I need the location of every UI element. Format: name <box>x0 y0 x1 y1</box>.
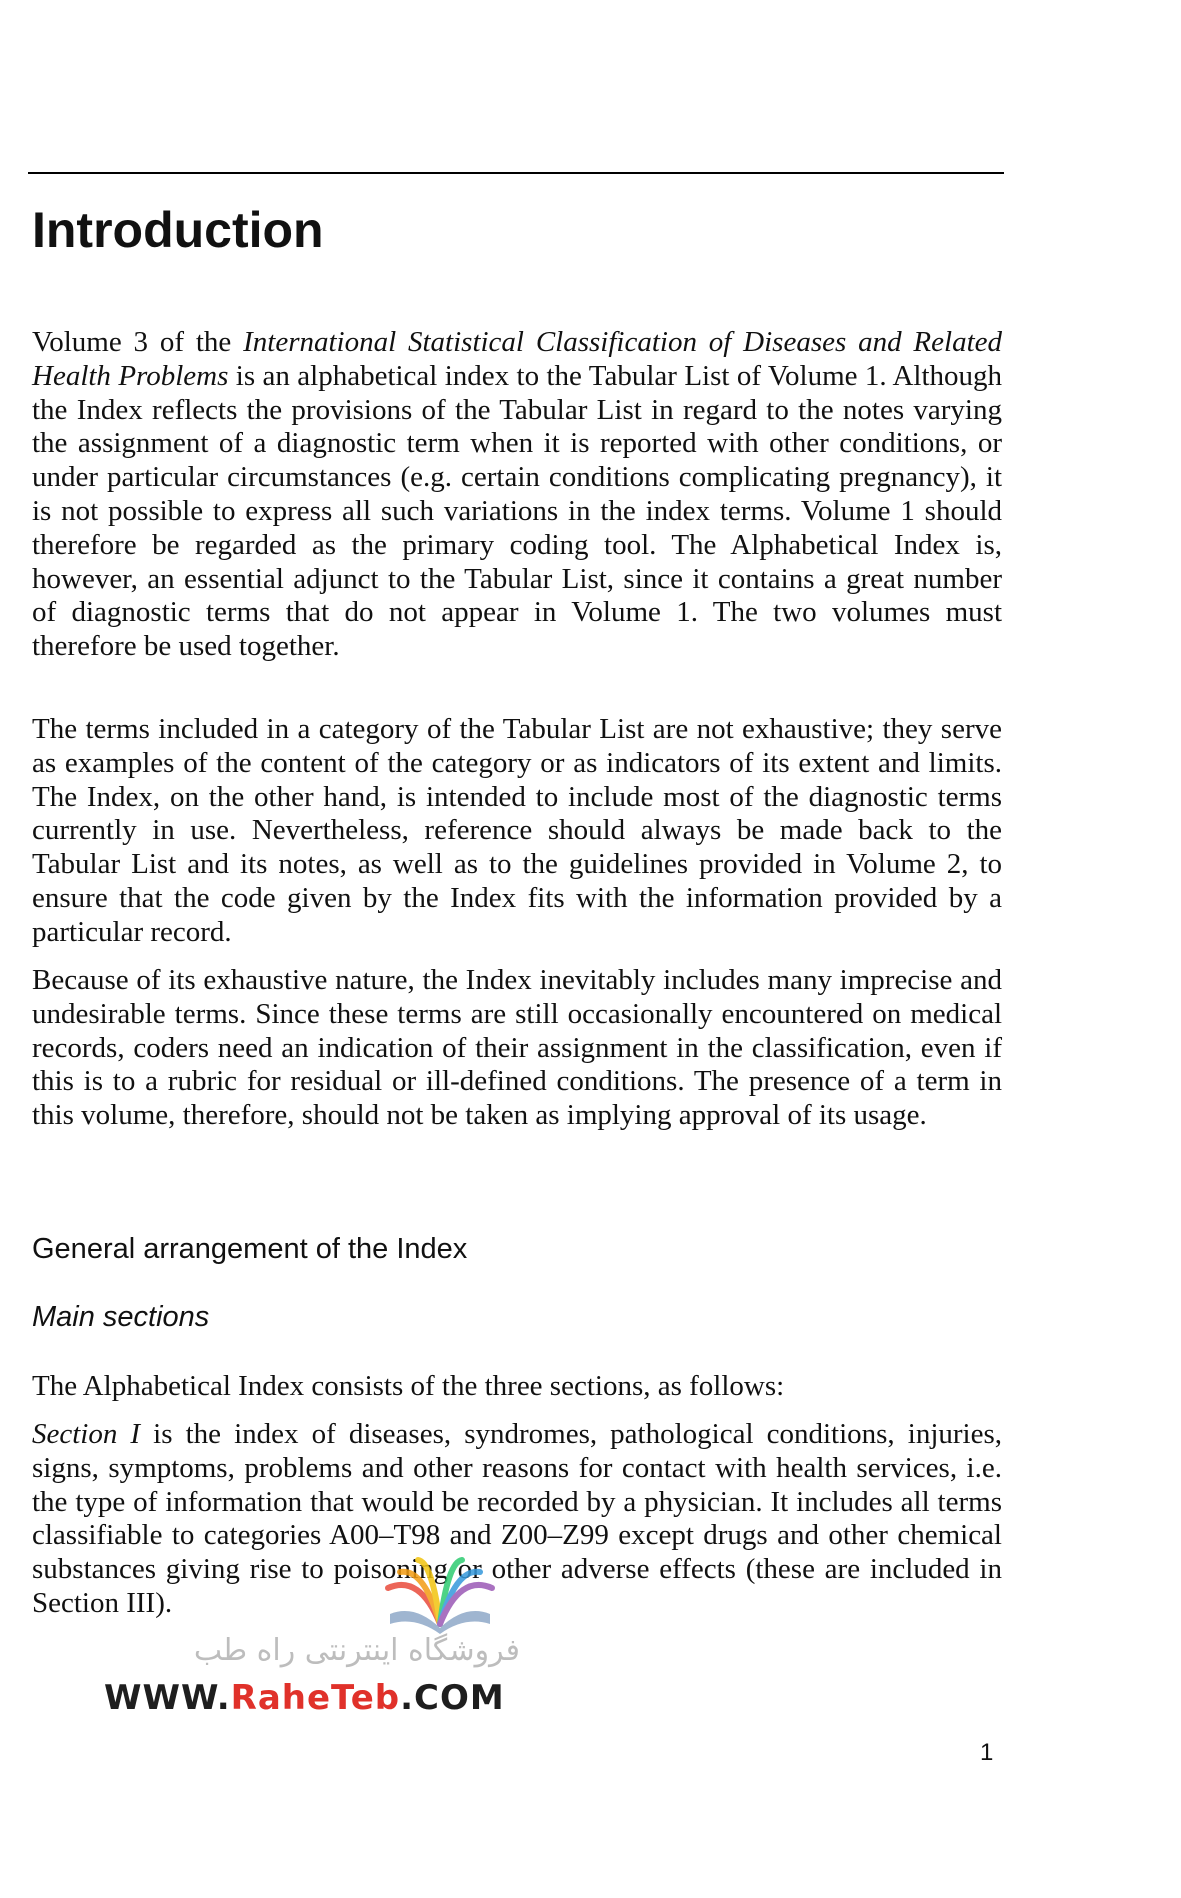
paragraph-intro-lead: Volume 3 of the <box>32 326 244 358</box>
open-book-logo-icon <box>380 1554 500 1636</box>
header-rule <box>28 172 1004 174</box>
paragraph-exhaustive: Because of its exhaustive nature, the Index inevitably includes many imprecise and undesirable terms. Since these terms are still occasionally encountered on medical records, coders need an indication of their assignment in the classification, even if this is to a rubric for residual or ill-defined conditions. The presence of a term in this volume, therefore, should not be taken as implying approval of its usage. <box>32 964 1002 1132</box>
paragraph-section-one-rest: is the index of diseases, syndromes, pathological conditions, injuries, signs, symptoms, problems and other reasons for contact with health services, i.e. the type of information that would be recorded by a physician. It includes all terms classifiable to categories A00–T98 and Z00–Z99 except drugs and other chemical substances giving rise to poisoning or other adverse effects (these are included in Section III). <box>32 1418 1002 1619</box>
section-one-label: Section I <box>32 1418 141 1450</box>
section-heading: General arrangement of the Index <box>32 1233 468 1265</box>
page-title: Introduction <box>32 202 324 258</box>
watermark-url <box>104 1678 505 1718</box>
paragraph-intro <box>32 326 1002 664</box>
watermark <box>80 1548 520 1728</box>
watermark-url-prefix: WWW. <box>104 1678 231 1718</box>
paragraph-intro-rest: is an alphabetical index to the Tabular List of Volume 1. Although the Index reflects the provisions of the Tabular List in regard to the notes varying the assignment of a diagnostic term when it is reported with other conditions, or under particular circumstances (e.g. certain conditions complicating pregnancy), it is not possible to express all such variations in the index terms. Volume 1 should therefore be regarded as the primary coding tool. The Alphabetical Index is, however, an essential adjunct to the Tabular List, since it contains a great number of diagnostic terms that do not appear in Volume 1. The two volumes must therefore be used together. <box>32 359 1003 663</box>
page-number: 1 <box>980 1739 994 1766</box>
paragraph-sections-intro: The Alphabetical Index consists of the three sections, as follows: <box>32 1370 785 1402</box>
watermark-url-brand: RaheTeb <box>230 1678 401 1718</box>
publication-title: International Statistical Classification of Diseases and Related Health Problems <box>32 326 1002 392</box>
watermark-persian-text: فروشگاه اینترنتی راه طب <box>193 1633 520 1668</box>
paragraph-terms: The terms included in a category of the Tabular List are not exhaustive; they serve as examples of the content of the category or as indicators of its extent and limits. The Index, on the other hand, is intended to include most of the diagnostic terms currently in use. Nevertheless, reference should always be made back to the Tabular List and its notes, as well as to the guidelines provided in Volume 2, to ensure that the code given by the Index fits with the information provided by a particular record. <box>32 713 1002 948</box>
watermark-url-suffix: .COM <box>400 1678 505 1718</box>
subsection-heading: Main sections <box>32 1301 210 1333</box>
